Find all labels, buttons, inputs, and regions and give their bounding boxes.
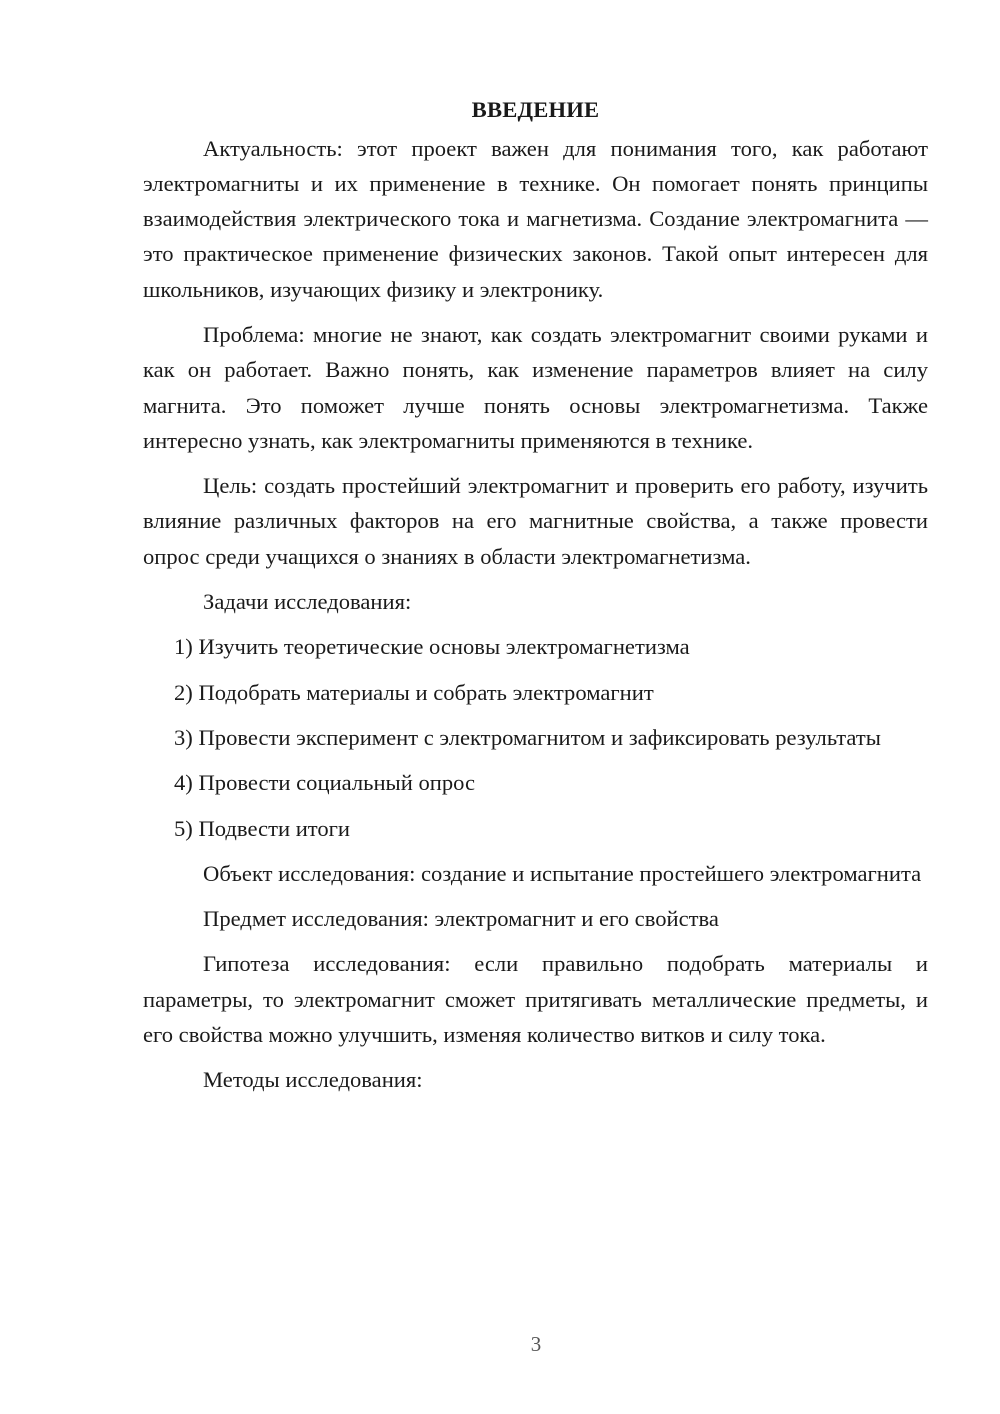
page-number: 3 xyxy=(530,1332,542,1356)
task-item-4: 4) Провести социальный опрос xyxy=(174,770,476,796)
relevance-paragraph: Актуальность: этот проект важен для понимания того, как работают электромагниты и их применение в технике. Он помогает понять принципы взаимодействия электрического тока и магнетизма. Создание электромагнита — это практическое применение физических законов. Такой опыт интересен для школьников, изучающих физику и электронику. xyxy=(143,135,928,302)
tasks-heading: Задачи исследования: xyxy=(203,589,412,615)
task-item-5: 5) Подвести итоги xyxy=(174,815,351,841)
task-item-1: 1) Изучить теоретические основы электромагнетизма xyxy=(174,634,690,660)
document-page xyxy=(143,92,928,1098)
page-title: ВВЕДЕНИЕ xyxy=(471,97,600,122)
object-paragraph: Объект исследования: создание и испытание простейшего электромагнита xyxy=(203,860,922,886)
goal-paragraph: Цель: создать простейший электромагнит и проверить его работу, изучить влияние различных факторов на его магнитные свойства, а также провести опрос среди учащихся о знаниях в области электромагнетизма. xyxy=(143,473,928,569)
problem-paragraph: Проблема: многие не знают, как создать электромагнит своими руками и как он работает. Важно понять, как изменение параметров влияет на силу магнита. Это поможет лучше понять основы электромагнетизма. Также интересно узнать, как электромагниты применяются в технике. xyxy=(143,321,928,453)
task-item-2: 2) Подобрать материалы и собрать электромагнит xyxy=(174,679,654,705)
hypothesis-paragraph: Гипотеза исследования: если правильно подобрать материалы и параметры, то электромагнит сможет притягивать металлические предметы, и его свойства можно улучшить, изменяя количество витков и силу тока. xyxy=(143,951,928,1048)
methods-heading: Методы исследования: xyxy=(203,1067,423,1093)
subject-paragraph: Предмет исследования: электромагнит и его свойства xyxy=(203,906,719,932)
task-item-3: 3) Провести эксперимент с электромагнитом и зафиксировать результаты xyxy=(174,724,881,750)
